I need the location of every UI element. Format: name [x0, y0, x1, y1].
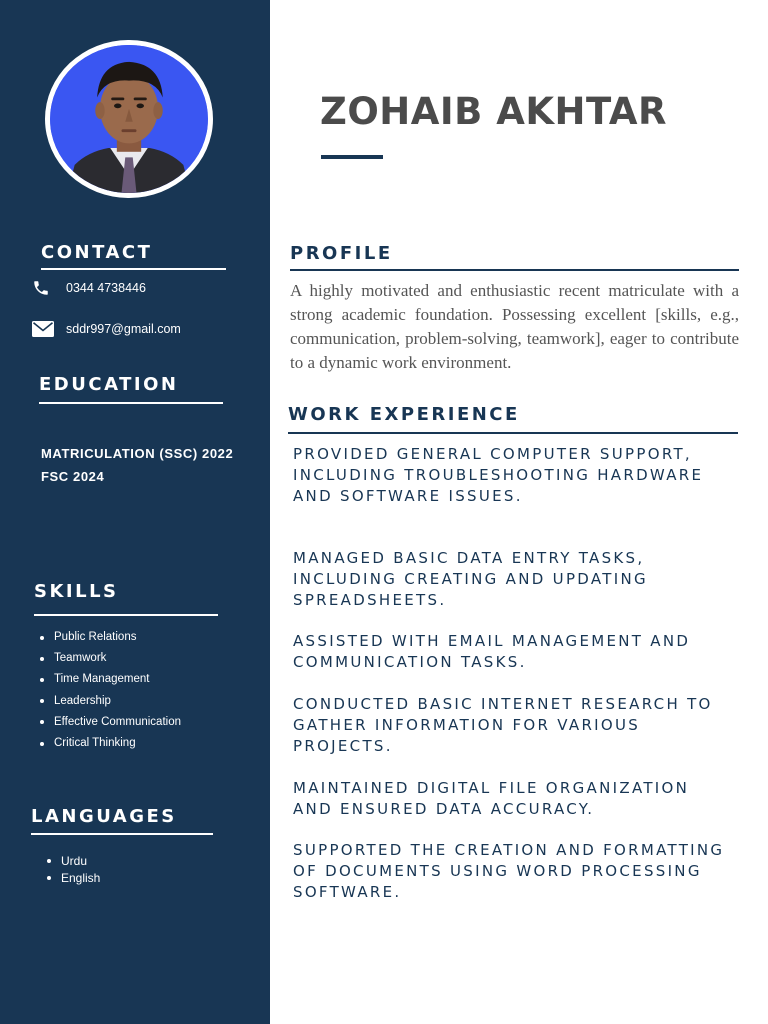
experience-item: ASSISTED WITH EMAIL MANAGEMENT AND COMMUNICATION TASKS. [293, 632, 691, 671]
skills-heading: SKILLS [34, 581, 119, 602]
languages-heading: LANGUAGES [31, 806, 177, 827]
sidebar [0, 0, 270, 1024]
candidate-name: ZOHAIB AKHTAR [320, 90, 667, 133]
language-item: English [41, 870, 100, 887]
profile-heading: PROFILE [290, 243, 393, 264]
skill-item: Leadership [34, 691, 181, 712]
contact-email-row [32, 320, 181, 338]
experience-item: PROVIDED GENERAL COMPUTER SUPPORT, INCLUDING TROUBLESHOOTING HARDWARE AND SOFTWARE ISSUES. [293, 445, 704, 505]
education-heading: EDUCATION [39, 374, 179, 395]
profile-photo [45, 40, 213, 198]
name-underline [321, 155, 383, 159]
skills-divider [34, 614, 218, 616]
profile-divider [290, 269, 739, 271]
experience-item: MAINTAINED DIGITAL FILE ORGANIZATION AND ENSURED DATA ACCURACY. [293, 779, 690, 818]
education-divider [39, 402, 223, 404]
education-list [41, 442, 233, 488]
phone-icon [32, 279, 54, 297]
education-item: FSC 2024 [41, 469, 105, 484]
experience-item: CONDUCTED BASIC INTERNET RESEARCH TO GATHER INFORMATION FOR VARIOUS PROJECTS. [293, 695, 713, 755]
experience-item: MANAGED BASIC DATA ENTRY TASKS, INCLUDING CREATING AND UPDATING SPREADSHEETS. [293, 549, 648, 609]
contact-divider [41, 268, 226, 270]
skill-item: Time Management [34, 669, 181, 690]
profile-summary: A highly motivated and enthusiastic recent matriculate with a strong academic foundation. Possessing excellent [skills, e.g., communication, problem-solving, teamwork], eager to contribute to a dynamic work environment. [290, 281, 739, 372]
language-item: Urdu [41, 853, 100, 870]
contact-phone-row [32, 279, 146, 297]
education-item: MATRICULATION (SSC) 2022 [41, 446, 234, 461]
skill-item: Effective Communication [34, 712, 181, 733]
email-link[interactable]: sddr997@gmail.com [66, 322, 181, 336]
languages-list [41, 853, 100, 886]
skill-item: Public Relations [34, 627, 181, 648]
phone-number: 0344 4738446 [66, 281, 146, 295]
envelope-icon [32, 320, 54, 338]
skill-item: Critical Thinking [34, 733, 181, 754]
work-experience-divider [288, 432, 738, 434]
work-experience-heading: WORK EXPERIENCE [288, 404, 520, 425]
languages-divider [31, 833, 213, 835]
experience-item: SUPPORTED THE CREATION AND FORMATTING OF DOCUMENTS USING WORD PROCESSING SOFTWARE. [293, 841, 725, 901]
skills-list [34, 627, 181, 754]
skill-item: Teamwork [34, 648, 181, 669]
contact-heading: CONTACT [41, 242, 153, 263]
